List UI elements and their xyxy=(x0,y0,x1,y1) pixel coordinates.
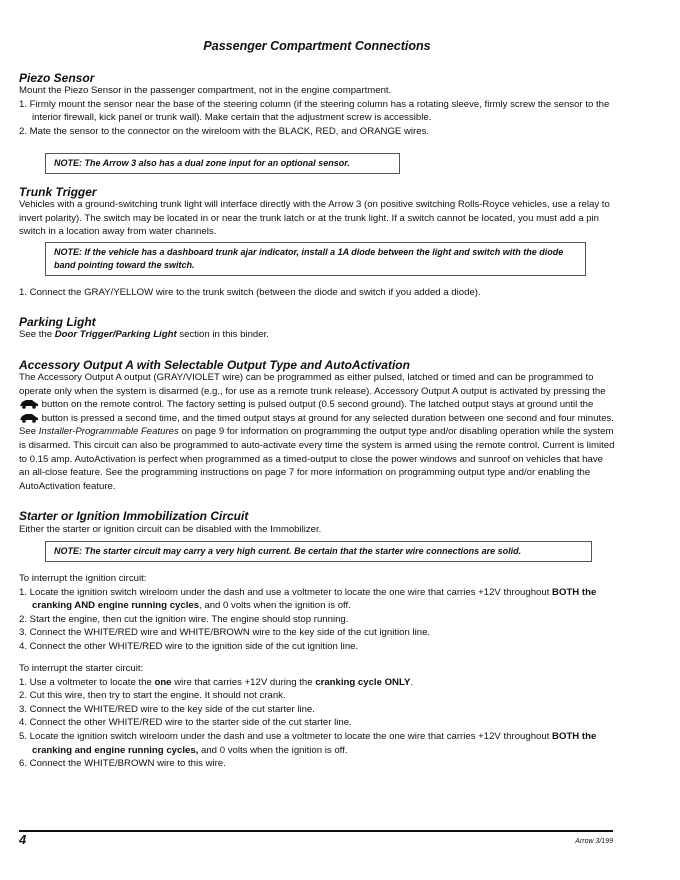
accessory-p2: button on the remote control. The factory setting is pulsed output (0.5 second ground). The latched output stays at ground until the xyxy=(41,399,594,411)
starter-step-1-text: 1. Use a voltmeter to locate the xyxy=(19,676,152,688)
car-trunk-icon xyxy=(19,412,39,423)
accessory-heading: Accessory Output A with Selectable Output Type and AutoActivation xyxy=(19,358,410,372)
accessory-ref: Installer-Programmable Features xyxy=(38,426,179,438)
starter-intro: Either the starter or ignition circuit can be disabled with the Immobilizer. xyxy=(19,524,322,535)
piezo-body xyxy=(19,84,615,138)
page-title: Passenger Compartment Connections xyxy=(203,39,431,53)
trunk-body: Vehicles with a ground-switching trunk light will interface directly with the Arrow 3 (on positive switching Rolls-Royce vehicles, use a relay to invert polarity). The switch may be located in or near the trunk latch or at the trunk light. If a switch cannot be located, you must add a pin switch in a location away from water channels. xyxy=(19,199,610,238)
ignition-step-1 xyxy=(19,586,615,613)
accessory-body xyxy=(19,371,615,493)
ignition-step-1-emph: BOTH the cranking AND engine running cycles xyxy=(32,586,597,612)
ignition-step-3: 3. Connect the WHITE/RED wire and WHITE/BROWN wire to the key side of the cut ignition line. xyxy=(19,627,431,639)
trunk-note: NOTE: If the vehicle has a dashboard trunk ajar indicator, install a 1A diode between the light and switch with the diode band pointing toward the switch. xyxy=(45,242,586,276)
starter-step-3: 3. Connect the WHITE/RED wire to the key side of the cut starter line. xyxy=(19,703,315,715)
trunk-step-1: 1. Connect the GRAY/YELLOW wire to the trunk switch (between the diode and switch if you added a diode). xyxy=(19,287,481,298)
accessory-p4: on page 9 for information on programming the output type and/or disabling operation while the system is disarmed. This circuit can also be programmed to auto-activate every time the system is armed using the remote control. Current is limited to 0.15 amp. AutoActivation is perfect when programmed as a timed-output to close the power windows and sunroof on vehicles that have an all-close feature. See the programming instructions on page 7 for more information on programming output type and/or enabling the AutoActivation feature. xyxy=(19,426,615,492)
trunk-heading: Trunk Trigger xyxy=(19,185,97,199)
piezo-intro: Mount the Piezo Sensor in the passenger compartment, not in the engine compartment. xyxy=(19,85,392,96)
starter-heading: Starter or Ignition Immobilization Circuit xyxy=(19,509,249,523)
starter-step-5 xyxy=(19,730,615,757)
starter-steps xyxy=(19,662,615,771)
starter-step-5-tail: and 0 volts when the ignition is off. xyxy=(201,744,348,756)
starter-step-4: 4. Connect the other WHITE/RED wire to the starter side of the cut starter line. xyxy=(19,717,352,729)
parking-see: See the xyxy=(19,329,53,340)
piezo-heading: Piezo Sensor xyxy=(19,71,95,85)
ignition-steps xyxy=(19,572,615,654)
starter-step-1 xyxy=(19,676,615,690)
page-number: 4 xyxy=(19,832,27,847)
piezo-step-1: 1. Firmly mount the sensor near the base of the steering column (if the steering column has a rotating sleeve, firmly screw the sensor to the interior firewall, kick panel or trunk wall). Make certain that the adjustment screw is accessible. xyxy=(19,98,610,124)
starter-step-1-end: . xyxy=(410,676,414,688)
parking-tail: section in this binder. xyxy=(179,329,269,340)
ignition-step-2: 2. Start the engine, then cut the ignition wire. The engine should stop running. xyxy=(19,613,349,625)
piezo-step-2: 2. Mate the sensor to the connector on the wireloom with the BLACK, RED, and ORANGE wires. xyxy=(19,125,430,137)
footer-rule xyxy=(19,830,613,832)
starter-step-5-emph: BOTH the cranking and engine running cycles, xyxy=(32,730,597,756)
starter-step-1-one: one xyxy=(154,676,172,688)
document-id: Arrow 3/199 xyxy=(575,838,613,845)
piezo-note: NOTE: The Arrow 3 also has a dual zone input for an optional sensor. xyxy=(45,153,400,174)
starter-step-2: 2. Cut this wire, then try to start the engine. It should not crank. xyxy=(19,690,286,702)
ignition-intro: To interrupt the ignition circuit: xyxy=(19,573,147,584)
starter-step-5-text: 5. Locate the ignition switch wireloom under the dash and use a voltmeter to locate the one wire that carries +12V throughout xyxy=(19,730,550,742)
car-trunk-icon xyxy=(19,398,39,409)
accessory-p3: button is pressed a second time, and the timed output stays at ground for any selected duration between one second and four minutes. See xyxy=(19,412,614,438)
parking-heading: Parking Light xyxy=(19,315,96,329)
parking-ref: Door Trigger/Parking Light xyxy=(54,329,177,340)
ignition-step-4: 4. Connect the other WHITE/RED wire to the ignition side of the cut ignition line. xyxy=(19,640,359,652)
starter-cut-intro: To interrupt the starter circuit: xyxy=(19,663,144,674)
starter-step-1-emph: cranking cycle ONLY xyxy=(315,676,411,688)
ignition-step-1-text: 1. Locate the ignition switch wireloom under the dash and use a voltmeter to locate the one wire that carries +12V throughout xyxy=(19,586,550,598)
starter-step-6: 6. Connect the WHITE/BROWN wire to this wire. xyxy=(19,758,226,770)
ignition-step-1-tail: , and 0 volts when the ignition is off. xyxy=(199,600,351,612)
starter-note: NOTE: The starter circuit may carry a very high current. Be certain that the starter wire connections are solid. xyxy=(45,541,592,562)
accessory-p1: The Accessory Output A output (GRAY/VIOLET wire) can be programmed as either pulsed, latched or timed and can be programmed to operate only when the system is disarmed (e.g., for use as a remote trunk release). Accessory Output A output is activated by pressing the xyxy=(19,372,606,397)
parking-body xyxy=(19,328,615,342)
starter-step-1-mid: wire that carries +12V during the xyxy=(174,676,313,688)
